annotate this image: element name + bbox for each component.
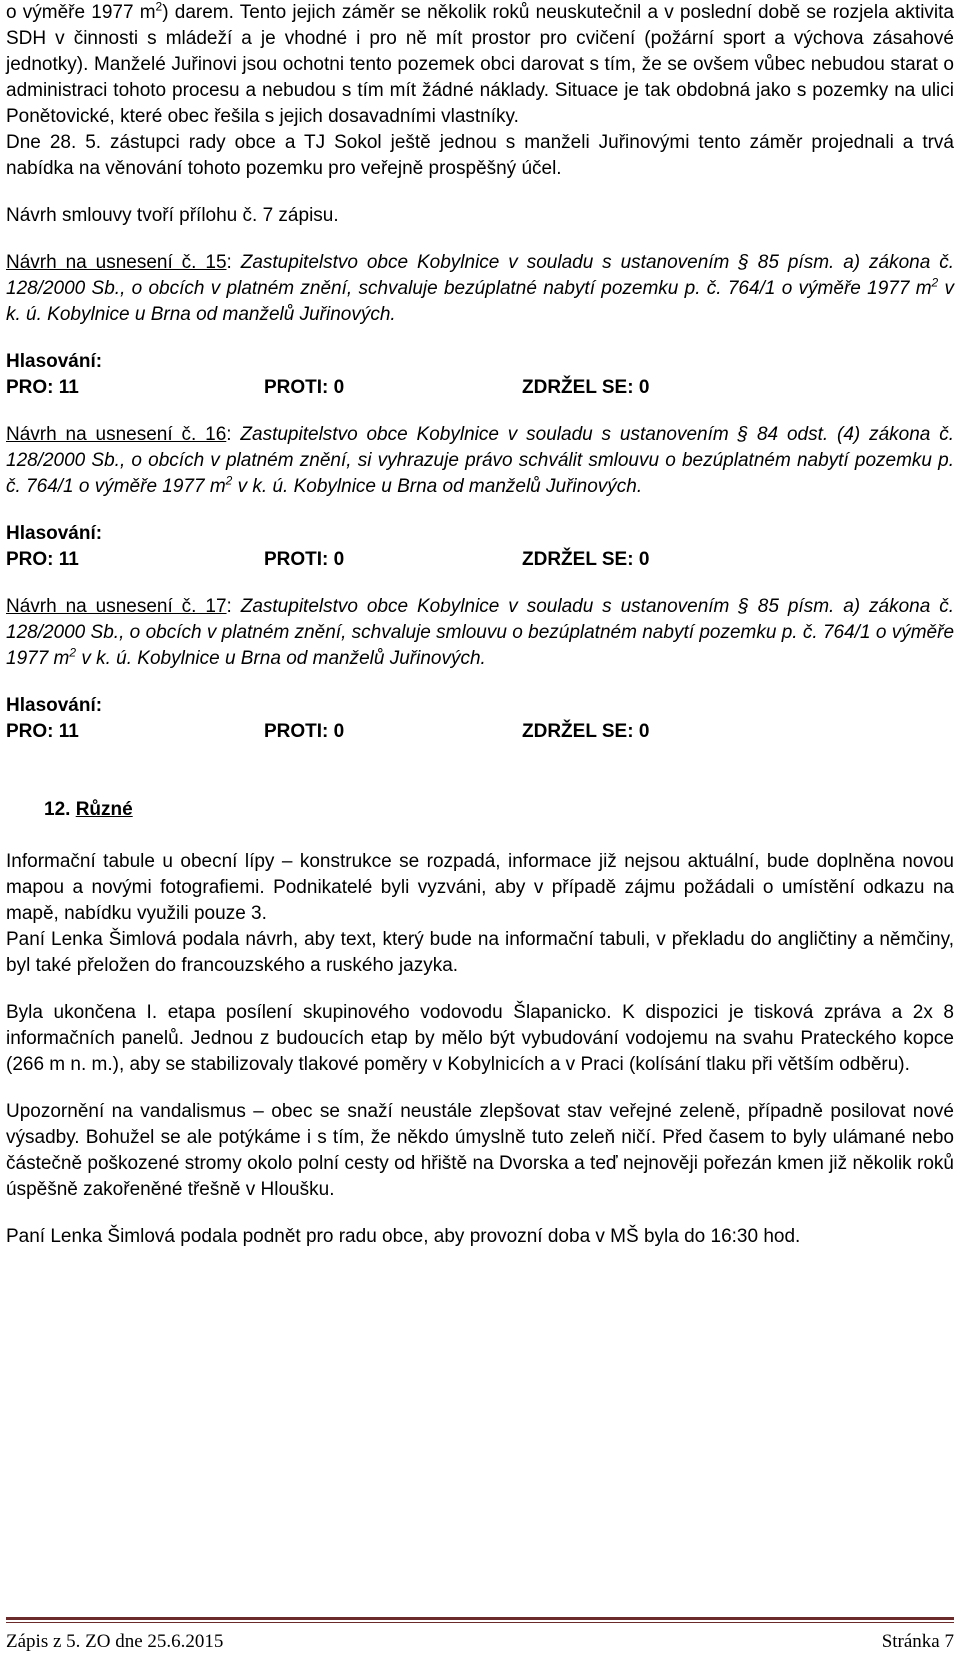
vote-pro: PRO: 11 <box>6 721 79 742</box>
intro-paragraph <box>6 0 954 130</box>
resolution-17 <box>6 594 954 672</box>
superscript: 2 <box>69 645 77 660</box>
superscript: 2 <box>225 473 233 488</box>
vote-pro: PRO: 11 <box>6 549 79 570</box>
vote-heading: Hlasování: <box>6 523 103 544</box>
vote-heading: Hlasování: <box>6 351 103 372</box>
resolution-text: Zastupitelstvo obce Kobylnice v souladu s ustanovením § 85 písm. a) zákona č. 128/2000 Sb. <box>6 252 954 299</box>
vote-heading: Hlasování: <box>6 695 103 716</box>
footer-title: Zápis z 5. ZO dne 25.6.2015 <box>6 1631 224 1652</box>
attachment-note: Návrh smlouvy tvoří přílohu č. 7 zápisu. <box>6 205 339 226</box>
section-heading <box>6 797 954 823</box>
resolution-label: Návrh na usnesení č. 15 <box>6 252 227 273</box>
resolution-text: , o obcích v platném znění, si vyhrazuje právo schválit smlouvu o bezúplatném nabytí pozemku p. č. 764/1 o výměře 1977 m <box>6 450 955 497</box>
body-paragraph: Paní Lenka Šimlová podala návrh, aby text, který bude na informační tabuli, v překladu do angličtiny a němčiny, byl také přeložen do francouzského a ruského jazyka. <box>6 929 954 976</box>
superscript: 2 <box>155 0 163 14</box>
document-page <box>6 0 955 1652</box>
section-title: Různé <box>75 799 133 820</box>
superscript: 2 <box>931 275 939 290</box>
resolution-label: Návrh na usnesení č. 16 <box>6 424 227 445</box>
vote-proti: PROTI: 0 <box>264 549 345 570</box>
body-paragraph: Informační tabule u obecní lípy – konstrukce se rozpadá, informace již nejsou aktuální, bude doplněna novou mapou a novými fotografiemi. Podnikatelé byli vyzváni, aby v případě zájmu požádali o umístění odkazu na mapě, nabídku využili pouze 3. <box>6 851 954 924</box>
meeting-paragraph: Dne 28. 5. zástupci rady obce a TJ Sokol ještě jednou s manželi Juřinovými tento záměr projednali a trvá nabídka na věnování tohoto pozemku pro veřejně prospěšný účel. <box>6 132 954 179</box>
resolution-text: , o obcích v platném znění, schvaluje smlouvu o bezúplatném nabytí pozemku p. č. 764/1 o výměře 1977 m <box>6 622 955 669</box>
vote-proti: PROTI: 0 <box>264 377 345 398</box>
vote-zdrzel: ZDRŽEL SE: 0 <box>522 377 650 398</box>
vote-results <box>6 375 954 401</box>
vote-results <box>6 719 954 745</box>
resolution-15 <box>6 250 954 328</box>
resolution-text: , o obcích v platném znění, schvaluje bezúplatné nabytí pozemku p. č. 764/1 o výměře 1977 m <box>120 278 932 299</box>
vote-pro: PRO: 11 <box>6 377 79 398</box>
page-number: Stránka 7 <box>881 1631 954 1652</box>
resolution-text-end: v k. ú. Kobylnice u Brna od manželů Juřinových. <box>232 476 643 497</box>
vote-results <box>6 547 954 573</box>
resolution-text-end: v k. ú. Kobylnice u Brna od manželů Juřinových. <box>76 648 486 669</box>
body-paragraph: Byla ukončena I. etapa posílení skupinového vodovodu Šlapanicko. K dispozici je tisková zpráva a 2x 8 informačních panelů. Jednou z budoucích etap by mělo být vybudování vodojemu na svahu Prateckého kopce (266 m n. m.), aby se stabilizovaly tlakové poměry v Kobylnicích a v Praci (kolísání tlaku při větším odběru). <box>6 1002 954 1075</box>
resolution-colon: : <box>226 596 232 617</box>
section-number: 12. <box>44 799 76 820</box>
resolution-text: Zastupitelstvo obce Kobylnice v souladu s ustanovením § 84 odst. (4) zákona č. 128/2000 Sb. <box>6 424 954 471</box>
page-footer <box>6 1630 954 1654</box>
intro-text-rest: ) darem. Tento jejich záměr se několik roků neuskutečnil a v poslední době se rozjela aktivita SDH v činnosti s mládeží a je vhodné i pro ně mít prostor pro cvičení (požární sport a výchova zásahové jednotky). Manželé Juřinovi jsou ochotni tento pozemek obci darovat s tím, že se ovšem vůbec nebudou starat o administraci tohoto procesu a nebudou s tím mít žádné náklady. Situace je tak obdobná jako s pozemky na ulici Ponětovické, které obec řešila s jejich dosavadními vlastníky. <box>6 2 954 127</box>
footer-divider-thin <box>6 1622 954 1623</box>
resolution-16 <box>6 422 954 500</box>
resolution-label: Návrh na usnesení č. 17 <box>6 596 227 617</box>
resolution-colon: : <box>226 252 232 273</box>
vote-zdrzel: ZDRŽEL SE: 0 <box>522 721 650 742</box>
body-paragraph: Upozornění na vandalismus – obec se snaží neustále zlepšovat stav veřejné zeleně, případně posilovat nové výsadby. Bohužel se ale potýkáme i s tím, že někdo úmyslně tuto zeleň ničí. Před časem to byly ulámané nebo částečně poškozené stromy okolo polní cesty od hřiště na Dvorska a teď nejnověji pořezán kmen již několik roků úspěšně zakořeněné třešně v Hloušku. <box>6 1101 954 1200</box>
vote-zdrzel: ZDRŽEL SE: 0 <box>522 549 650 570</box>
resolution-text-end: v k. ú. Kobylnice u Brna od manželů Juřinových. <box>6 278 955 325</box>
resolution-text: Zastupitelstvo obce Kobylnice v souladu s ustanovením § 85 písm. a) zákona č. 128/2000 Sb. <box>6 596 954 643</box>
vote-proti: PROTI: 0 <box>264 721 345 742</box>
intro-text-start: o výměře 1977 m <box>6 2 156 23</box>
resolution-colon: : <box>226 424 232 445</box>
footer-divider <box>6 1617 954 1620</box>
body-paragraph: Paní Lenka Šimlová podala podnět pro radu obce, aby provozní doba v MŠ byla do 16:30 hod. <box>6 1226 801 1247</box>
